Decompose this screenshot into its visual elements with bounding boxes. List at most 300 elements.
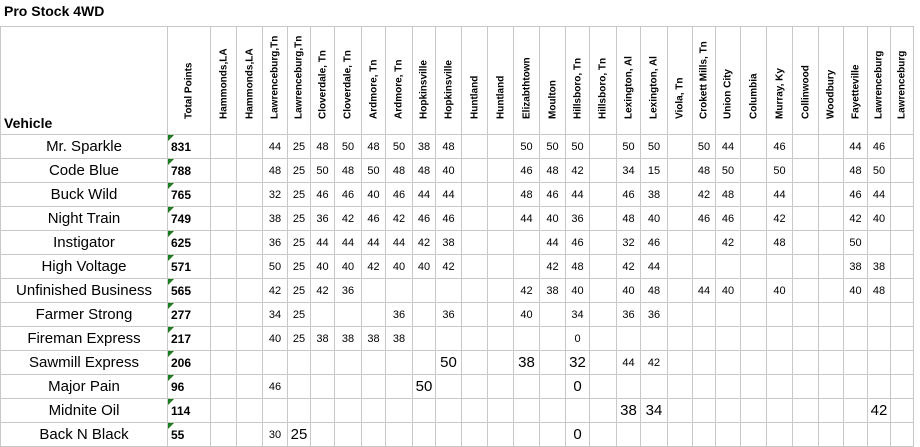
points-cell [641, 327, 668, 351]
points-cell [868, 303, 891, 327]
sheet-title: Pro Stock 4WD [4, 3, 105, 19]
points-cell [590, 207, 617, 231]
points-cell: 42 [540, 255, 566, 279]
points-cell [693, 375, 716, 399]
vehicle-name: Night Train [1, 207, 168, 231]
points-cell [211, 375, 237, 399]
event-column-header [819, 27, 844, 135]
points-cell [462, 375, 488, 399]
points-cell [716, 351, 741, 375]
points-cell: 46 [617, 183, 641, 207]
points-cell: 38 [641, 183, 668, 207]
total-points: 206 [168, 351, 211, 375]
points-cell [793, 351, 819, 375]
points-cell: 0 [566, 423, 590, 447]
points-cell [844, 303, 868, 327]
points-cell [868, 351, 891, 375]
points-cell [590, 135, 617, 159]
points-cell [716, 255, 741, 279]
points-cell [716, 327, 741, 351]
points-cell [793, 231, 819, 255]
points-cell [617, 375, 641, 399]
points-cell: 34 [566, 303, 590, 327]
points-cell: 44 [693, 279, 716, 303]
points-cell [844, 375, 868, 399]
vehicle-name: Midnite Oil [1, 399, 168, 423]
points-cell: 30 [263, 423, 288, 447]
event-label: Murray, Ky [774, 68, 785, 119]
points-cell: 42 [868, 399, 891, 423]
points-cell [590, 399, 617, 423]
points-cell: 40 [335, 255, 362, 279]
points-cell: 40 [844, 279, 868, 303]
points-cell: 46 [844, 183, 868, 207]
points-cell: 46 [767, 135, 793, 159]
event-label: Lawrenceburg [873, 50, 885, 119]
points-cell [891, 255, 914, 279]
event-column-header [237, 27, 263, 135]
points-cell [793, 279, 819, 303]
points-cell: 50 [514, 135, 540, 159]
vehicle-name: Unfinished Business [1, 279, 168, 303]
points-cell: 50 [641, 135, 668, 159]
event-label: Woodbury [825, 69, 837, 119]
points-cell: 40 [868, 207, 891, 231]
points-cell: 48 [566, 255, 590, 279]
points-cell: 25 [288, 159, 311, 183]
points-cell: 50 [844, 231, 868, 255]
points-cell [540, 351, 566, 375]
event-label: Hopkinsville [443, 60, 454, 119]
points-cell [462, 207, 488, 231]
points-cell [819, 255, 844, 279]
total-points: 96 [168, 375, 211, 399]
event-column-header [413, 27, 436, 135]
points-cell [819, 183, 844, 207]
points-cell: 44 [641, 255, 668, 279]
event-column-header [891, 27, 914, 135]
points-cell [237, 207, 263, 231]
points-cell [462, 303, 488, 327]
total-points: 114 [168, 399, 211, 423]
event-label: Moulton [547, 80, 558, 119]
points-cell: 48 [335, 159, 362, 183]
points-cell [413, 327, 436, 351]
points-cell: 46 [868, 135, 891, 159]
points-cell [311, 423, 335, 447]
total-points: 788 [168, 159, 211, 183]
points-cell [540, 327, 566, 351]
points-cell [668, 135, 693, 159]
points-cell [514, 231, 540, 255]
points-cell: 44 [311, 231, 335, 255]
points-cell [844, 351, 868, 375]
points-cell [767, 303, 793, 327]
points-cell [514, 423, 540, 447]
points-cell [693, 231, 716, 255]
points-cell [590, 279, 617, 303]
points-cell: 25 [288, 423, 311, 447]
points-cell [891, 183, 914, 207]
event-column-header [668, 27, 693, 135]
event-label: Lexington, Al [648, 56, 660, 119]
points-cell [668, 351, 693, 375]
points-cell: 34 [641, 399, 668, 423]
points-cell: 25 [288, 135, 311, 159]
points-cell: 46 [693, 207, 716, 231]
event-column-header [362, 27, 386, 135]
points-cell [819, 399, 844, 423]
event-column-header [540, 27, 566, 135]
event-column-header [741, 27, 767, 135]
points-cell [793, 327, 819, 351]
points-cell: 42 [335, 207, 362, 231]
vehicle-name: Sawmill Express [1, 351, 168, 375]
points-cell [741, 159, 767, 183]
total-points: 831 [168, 135, 211, 159]
points-cell [590, 303, 617, 327]
points-cell [819, 159, 844, 183]
points-cell: 44 [844, 135, 868, 159]
points-cell [462, 423, 488, 447]
points-cell [311, 303, 335, 327]
points-cell: 38 [335, 327, 362, 351]
points-cell [514, 255, 540, 279]
points-cell [891, 327, 914, 351]
points-cell [211, 279, 237, 303]
points-cell [741, 375, 767, 399]
points-cell: 0 [566, 375, 590, 399]
points-cell: 50 [263, 255, 288, 279]
points-cell [488, 423, 514, 447]
points-cell: 38 [617, 399, 641, 423]
points-cell [211, 399, 237, 423]
points-cell: 50 [566, 135, 590, 159]
points-cell [641, 375, 668, 399]
total-points: 277 [168, 303, 211, 327]
points-cell: 40 [436, 159, 462, 183]
points-cell: 42 [514, 279, 540, 303]
event-label: Huntland [495, 75, 506, 119]
table-row [1, 159, 914, 183]
event-column-header [335, 27, 362, 135]
points-cell: 0 [566, 327, 590, 351]
points-cell [386, 399, 413, 423]
event-label: Hammonds,LA [244, 48, 255, 119]
points-cell: 42 [263, 279, 288, 303]
points-cell [844, 423, 868, 447]
points-cell [741, 135, 767, 159]
points-cell: 50 [868, 159, 891, 183]
points-cell [819, 375, 844, 399]
points-cell: 42 [716, 231, 741, 255]
points-cell [540, 303, 566, 327]
points-cell [237, 351, 263, 375]
points-cell: 25 [288, 255, 311, 279]
points-cell [462, 255, 488, 279]
points-cell [590, 351, 617, 375]
event-column-header [868, 27, 891, 135]
points-cell: 38 [844, 255, 868, 279]
points-cell: 36 [386, 303, 413, 327]
points-cell [767, 375, 793, 399]
points-cell: 42 [844, 207, 868, 231]
total-points-column-header [168, 27, 211, 135]
points-cell [488, 255, 514, 279]
points-cell [793, 255, 819, 279]
points-cell [436, 423, 462, 447]
points-cell: 46 [311, 183, 335, 207]
vehicle-column-header: Vehicle [1, 27, 168, 135]
points-cell [362, 375, 386, 399]
points-cell: 48 [436, 135, 462, 159]
points-cell: 50 [693, 135, 716, 159]
points-cell [413, 423, 436, 447]
points-cell [819, 423, 844, 447]
points-cell: 50 [436, 351, 462, 375]
points-cell [668, 303, 693, 327]
points-cell [767, 423, 793, 447]
event-label: Crokett Mills, Tn [698, 41, 710, 119]
points-cell [488, 231, 514, 255]
points-cell [462, 159, 488, 183]
points-cell [436, 279, 462, 303]
points-cell: 42 [641, 351, 668, 375]
points-cell: 38 [540, 279, 566, 303]
event-column-header [844, 27, 868, 135]
points-cell [668, 159, 693, 183]
points-cell: 48 [868, 279, 891, 303]
points-cell: 46 [716, 207, 741, 231]
points-cell: 42 [436, 255, 462, 279]
points-cell [741, 423, 767, 447]
event-label: Cloverdale, Tn [317, 50, 328, 119]
points-cell: 48 [844, 159, 868, 183]
points-cell: 32 [566, 351, 590, 375]
points-cell: 42 [693, 183, 716, 207]
points-cell [891, 159, 914, 183]
points-cell [819, 327, 844, 351]
points-cell: 40 [362, 183, 386, 207]
table-row [1, 399, 914, 423]
points-cell [617, 423, 641, 447]
points-cell [617, 327, 641, 351]
points-cell [362, 303, 386, 327]
points-cell: 50 [362, 159, 386, 183]
points-cell [211, 327, 237, 351]
points-cell [590, 255, 617, 279]
points-cell: 46 [362, 207, 386, 231]
points-cell [386, 375, 413, 399]
total-points: 565 [168, 279, 211, 303]
points-cell [488, 375, 514, 399]
points-cell: 38 [868, 255, 891, 279]
points-cell [868, 231, 891, 255]
points-cell [668, 255, 693, 279]
points-cell: 44 [540, 231, 566, 255]
total-points: 749 [168, 207, 211, 231]
points-cell [311, 351, 335, 375]
points-cell: 48 [693, 159, 716, 183]
points-cell [641, 423, 668, 447]
event-label: Hammonds,LA [218, 48, 229, 119]
points-cell: 36 [263, 231, 288, 255]
event-label: Hillsboro, Tn [597, 57, 609, 119]
points-cell [668, 279, 693, 303]
event-column-header [590, 27, 617, 135]
points-cell: 50 [413, 375, 436, 399]
points-cell [488, 303, 514, 327]
points-cell: 25 [288, 207, 311, 231]
points-cell: 38 [362, 327, 386, 351]
total-points: 625 [168, 231, 211, 255]
points-cell: 44 [767, 183, 793, 207]
event-column-header [288, 27, 311, 135]
event-label: Hillsboro, Tn [572, 57, 583, 119]
event-column-header [693, 27, 716, 135]
points-cell [288, 375, 311, 399]
points-cell [362, 351, 386, 375]
points-cell [819, 231, 844, 255]
points-cell [540, 399, 566, 423]
points-cell [819, 303, 844, 327]
points-cell: 36 [311, 207, 335, 231]
points-cell [237, 279, 263, 303]
points-cell [793, 303, 819, 327]
points-cell: 44 [566, 183, 590, 207]
points-cell [413, 279, 436, 303]
points-cell: 44 [263, 135, 288, 159]
vehicle-name: Fireman Express [1, 327, 168, 351]
event-column-header [716, 27, 741, 135]
event-column-header [263, 27, 288, 135]
event-label: Ardmore, Tn [368, 59, 379, 119]
points-cell [741, 231, 767, 255]
points-cell: 44 [617, 351, 641, 375]
points-cell [540, 375, 566, 399]
points-cell: 40 [540, 207, 566, 231]
event-column-header [386, 27, 413, 135]
event-label: Hopkinsville [418, 60, 430, 119]
points-cell [891, 207, 914, 231]
points-cell [362, 423, 386, 447]
points-cell: 40 [413, 255, 436, 279]
total-points: 765 [168, 183, 211, 207]
points-cell [590, 231, 617, 255]
points-cell [237, 255, 263, 279]
points-cell: 38 [413, 135, 436, 159]
points-cell: 36 [617, 303, 641, 327]
points-cell [566, 399, 590, 423]
points-cell [237, 183, 263, 207]
points-cell: 40 [566, 279, 590, 303]
points-cell: 44 [514, 207, 540, 231]
event-column-header [311, 27, 335, 135]
points-cell: 46 [263, 375, 288, 399]
points-cell: 25 [288, 327, 311, 351]
points-cell [335, 375, 362, 399]
event-label: Viola, Tn [674, 77, 686, 119]
points-cell: 48 [716, 183, 741, 207]
points-cell [386, 423, 413, 447]
points-cell: 46 [540, 183, 566, 207]
points-cell [693, 303, 716, 327]
points-cell: 42 [413, 231, 436, 255]
points-cell: 32 [263, 183, 288, 207]
points-cell [211, 135, 237, 159]
points-cell [288, 351, 311, 375]
points-cell [263, 399, 288, 423]
points-cell: 36 [335, 279, 362, 303]
standings-table [0, 26, 914, 447]
header-row [1, 27, 914, 135]
points-cell [211, 255, 237, 279]
points-cell [693, 423, 716, 447]
points-cell [488, 183, 514, 207]
event-label: Lexington, Al [623, 56, 634, 119]
points-cell [891, 279, 914, 303]
points-cell: 38 [436, 231, 462, 255]
points-cell [237, 375, 263, 399]
event-label: Huntland [469, 75, 480, 119]
points-cell [891, 399, 914, 423]
points-cell [741, 183, 767, 207]
points-cell [716, 375, 741, 399]
points-cell [237, 159, 263, 183]
points-cell [741, 255, 767, 279]
points-cell [844, 399, 868, 423]
points-cell: 38 [386, 327, 413, 351]
event-column-header [514, 27, 540, 135]
points-cell [514, 327, 540, 351]
event-label: Columbia [748, 73, 759, 119]
total-points: 55 [168, 423, 211, 447]
points-cell [693, 327, 716, 351]
points-cell: 40 [641, 207, 668, 231]
points-cell: 50 [716, 159, 741, 183]
total-points: 571 [168, 255, 211, 279]
points-cell [767, 399, 793, 423]
total-points-label: Total Points [183, 62, 195, 119]
points-cell [793, 423, 819, 447]
event-label: Cloverdale, Tn [342, 50, 354, 119]
event-label: Lawrenceburg,Tn [293, 35, 305, 119]
points-cell [668, 423, 693, 447]
points-cell: 40 [311, 255, 335, 279]
event-column-header [617, 27, 641, 135]
points-cell [462, 183, 488, 207]
table-row [1, 255, 914, 279]
event-column-header [641, 27, 668, 135]
points-cell: 48 [617, 207, 641, 231]
points-cell [514, 399, 540, 423]
event-label: Elizabthtown [521, 57, 532, 119]
points-cell [211, 423, 237, 447]
event-label: Lawrenceburg,Tn [269, 35, 281, 119]
points-cell [793, 207, 819, 231]
points-cell [211, 231, 237, 255]
points-cell: 25 [288, 231, 311, 255]
points-cell [590, 159, 617, 183]
points-cell: 50 [617, 135, 641, 159]
points-cell: 50 [767, 159, 793, 183]
points-cell [462, 351, 488, 375]
points-cell [211, 159, 237, 183]
points-cell [891, 135, 914, 159]
points-cell [741, 351, 767, 375]
points-cell [891, 303, 914, 327]
points-cell [693, 255, 716, 279]
